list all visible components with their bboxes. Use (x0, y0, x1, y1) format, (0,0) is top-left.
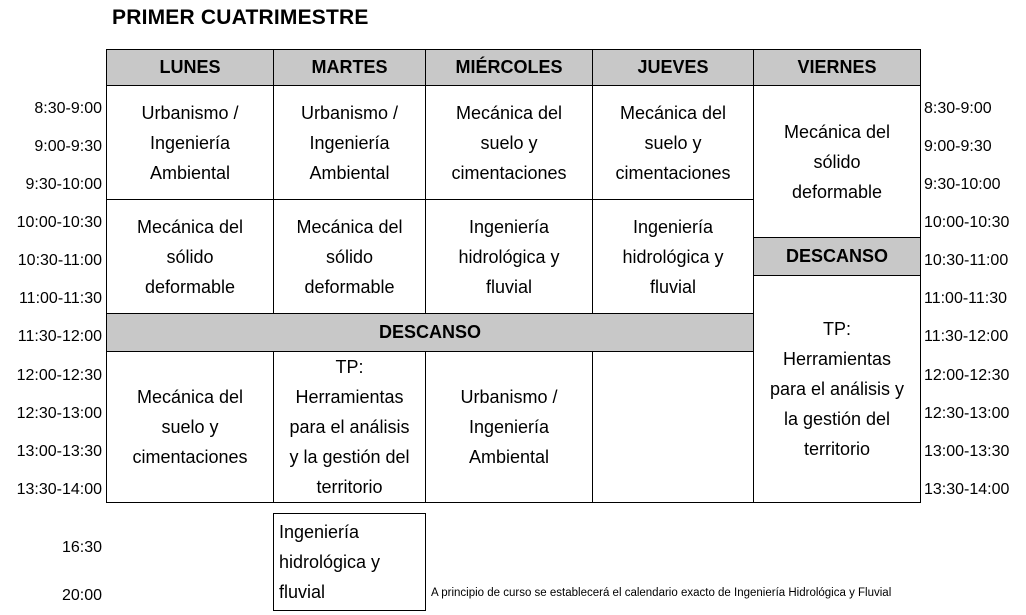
time-left: 9:00-9:30 (34, 138, 102, 155)
cell-martes-1: Urbanismo / Ingeniería Ambiental (273, 85, 426, 200)
cell-viernes-2: TP: Herramientas para el análisis y la gestión del territorio (753, 275, 921, 503)
time-right: 11:00-11:30 (924, 290, 1008, 307)
cell-martes-tarde: Ingeniería hidrológica y fluvial (273, 513, 426, 611)
time-left: 13:30-14:00 (16, 481, 102, 498)
cell-miercoles-1: Mecánica del suelo y cimentaciones (425, 85, 593, 200)
descanso-main: DESCANSO (106, 313, 754, 352)
time-left: 16:30 (61, 539, 102, 556)
cell-lunes-2: Mecánica del sólido deformable (106, 199, 274, 314)
header-viernes: VIERNES (753, 49, 921, 86)
header-miercoles: MIÉRCOLES (425, 49, 593, 86)
time-right: 12:00-12:30 (924, 367, 1010, 384)
cell-miercoles-2: Ingeniería hidrológica y fluvial (425, 199, 593, 314)
cell-martes-3: TP: Herramientas para el análisis y la gestión del territorio (273, 351, 426, 503)
time-right: 11:30-12:00 (924, 328, 1009, 345)
time-left: 13:00-13:30 (16, 443, 102, 460)
cell-jueves-2: Ingeniería hidrológica y fluvial (592, 199, 754, 314)
time-right: 13:30-14:00 (924, 481, 1010, 498)
header-martes: MARTES (273, 49, 426, 86)
cell-miercoles-3: Urbanismo / Ingeniería Ambiental (425, 351, 593, 503)
time-left: 12:00-12:30 (16, 367, 102, 384)
time-left: 10:00-10:30 (16, 214, 102, 231)
header-lunes: LUNES (106, 49, 274, 86)
time-left: 12:30-13:00 (16, 405, 102, 422)
time-left: 10:30-11:00 (17, 252, 102, 269)
time-right: 12:30-13:00 (924, 405, 1010, 422)
header-jueves: JUEVES (592, 49, 754, 86)
page-title: PRIMER CUATRIMESTRE (112, 6, 369, 29)
time-right: 9:30-10:00 (924, 176, 1001, 193)
cell-jueves-1: Mecánica del suelo y cimentaciones (592, 85, 754, 200)
time-left: 11:30-12:00 (17, 328, 102, 345)
time-right: 10:00-10:30 (924, 214, 1010, 231)
descanso-viernes: DESCANSO (753, 237, 921, 276)
time-left: 11:00-11:30 (18, 290, 102, 307)
cell-jueves-3 (592, 351, 754, 503)
time-right: 13:00-13:30 (924, 443, 1010, 460)
time-right: 9:00-9:30 (924, 138, 992, 155)
cell-martes-2: Mecánica del sólido deformable (273, 199, 426, 314)
footnote: A principio de curso se establecerá el calendario exacto de Ingeniería Hidrológica y Fluvial (431, 587, 892, 599)
time-left: 20:00 (61, 587, 102, 604)
cell-viernes-1: Mecánica del sólido deformable (753, 85, 921, 238)
cell-lunes-3: Mecánica del suelo y cimentaciones (106, 351, 274, 503)
cell-lunes-1: Urbanismo / Ingeniería Ambiental (106, 85, 274, 200)
time-left: 9:30-10:00 (25, 176, 102, 193)
time-right: 10:30-11:00 (924, 252, 1009, 269)
time-right: 8:30-9:00 (924, 100, 992, 117)
time-left: 8:30-9:00 (34, 100, 102, 117)
